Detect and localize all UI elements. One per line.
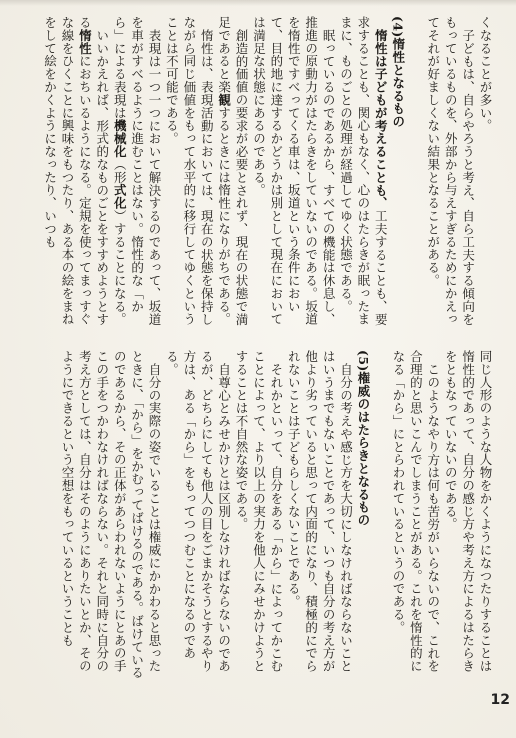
heading-number: (5) xyxy=(355,350,371,372)
paragraph: 惰性は、表現活動においては、現在の状態を保持しながら同じ価値をもって水平的に移行してゆくということは不可能である。 xyxy=(164,16,215,326)
paragraph xyxy=(41,16,111,332)
text: におちいるようになる。定規を使ってまっすぐな線をひくことに興味をもつたり、ある本の絵をまねをして絵をかくようになったり、いつも xyxy=(42,16,93,326)
paragraph xyxy=(111,16,163,332)
emphasis: 式化 xyxy=(112,183,128,210)
section-heading-5 xyxy=(354,350,371,680)
paragraph: それかといって、自分をある「から」によってかこむことによって、より以上の実力を他人にみせかけようとすることは不自然な姿である。 xyxy=(234,350,284,673)
paragraph xyxy=(337,16,389,332)
emphasis: 惰性 xyxy=(77,28,93,55)
text: 工夫することも、要求することも、関心もなく、心のはたらきが眠ったままに、ものごとの処理が経過してゆく状態である。 xyxy=(338,16,389,326)
emphasis: 機械化 xyxy=(112,119,128,158)
upper-text-block xyxy=(24,16,494,332)
text: いいかえれば、形式的なものごとをすすめようとする xyxy=(77,16,110,326)
text: するときには惰性になりがちである。 xyxy=(216,106,232,326)
heading-number: (4) xyxy=(390,16,406,38)
text: 表現は一つ一つにおいて解決するのであって、坂道を車がすべるように進むことはない。惰性的な「から」による表現は xyxy=(112,16,162,326)
paragraph: このようなやり方は何も苦労がいらないので、これを合理的と思いこんでしまうことがある。これを惰性的になる「から」にとらわれているというのである。 xyxy=(390,350,441,673)
paragraph xyxy=(215,16,250,332)
heading-text: 惰性となるもの xyxy=(390,37,406,129)
paragraph: 子どもは、自らやろうと考え、自ら工夫する傾向をもっているものを、外部から与えすぎるためにかえってそれが好ましくない結果となることがある。 xyxy=(425,16,476,326)
paragraph: 自分の実際の姿でいることは権威にかかわると思ったときに、「から」をかむってばけるのである。ばけているのであるから、その正体があらわれないようにとあの手この手をつかわなければならない。それと同時に自分の考え方としては、自分はそのようにありたいとか、そのようにできるという空想をもっているということも xyxy=(59,350,162,680)
paragraph: 自尊心とみせかけとは区別しなければならないのであるが、どちらにしても他人の目をごまかそうとするやり方は、ある「から」をもってつつむことになるのである。 xyxy=(164,350,232,673)
paragraph: 自分の考えや感じ方を大切にしなければならないことはいうまでもないことであって、いつも自分の考え方が他より劣っていると思って内面的になり、積極的にでられないことは子どもらしくないことである。 xyxy=(286,350,354,673)
page-number: 12 xyxy=(490,692,510,708)
page-edge-shadow xyxy=(0,0,516,6)
paragraph: 眠っているのであるから、すべての機能は休息し、推進の原動力がはたらきをしていないのである。坂道を惰性ですべってくる車は、坂道という条件において、目的地に達するかどうかは別として現在においては満足な状態にあるのである。 xyxy=(251,16,337,326)
emphasis: 観 xyxy=(216,93,232,107)
text: ）することになる。 xyxy=(112,209,128,326)
paragraph: 同じ人形のような人物をかくようになつたりすることは惰性的であって、自分の感じ方や考え方によるはたらきをともなっていないのである。 xyxy=(443,350,493,673)
paragraph: くなることが多い。 xyxy=(478,16,493,133)
text: （形 xyxy=(112,157,128,184)
section-heading-4 xyxy=(389,16,406,332)
emphasis: 惰性は子どもが考えることも、 xyxy=(373,28,389,210)
heading-text: 権威のはたらきとなるもの xyxy=(355,371,371,527)
text: 創造的価値の要求が必要とされず、現在の状態で満足であると楽 xyxy=(216,16,250,326)
lower-text-block xyxy=(24,350,494,680)
